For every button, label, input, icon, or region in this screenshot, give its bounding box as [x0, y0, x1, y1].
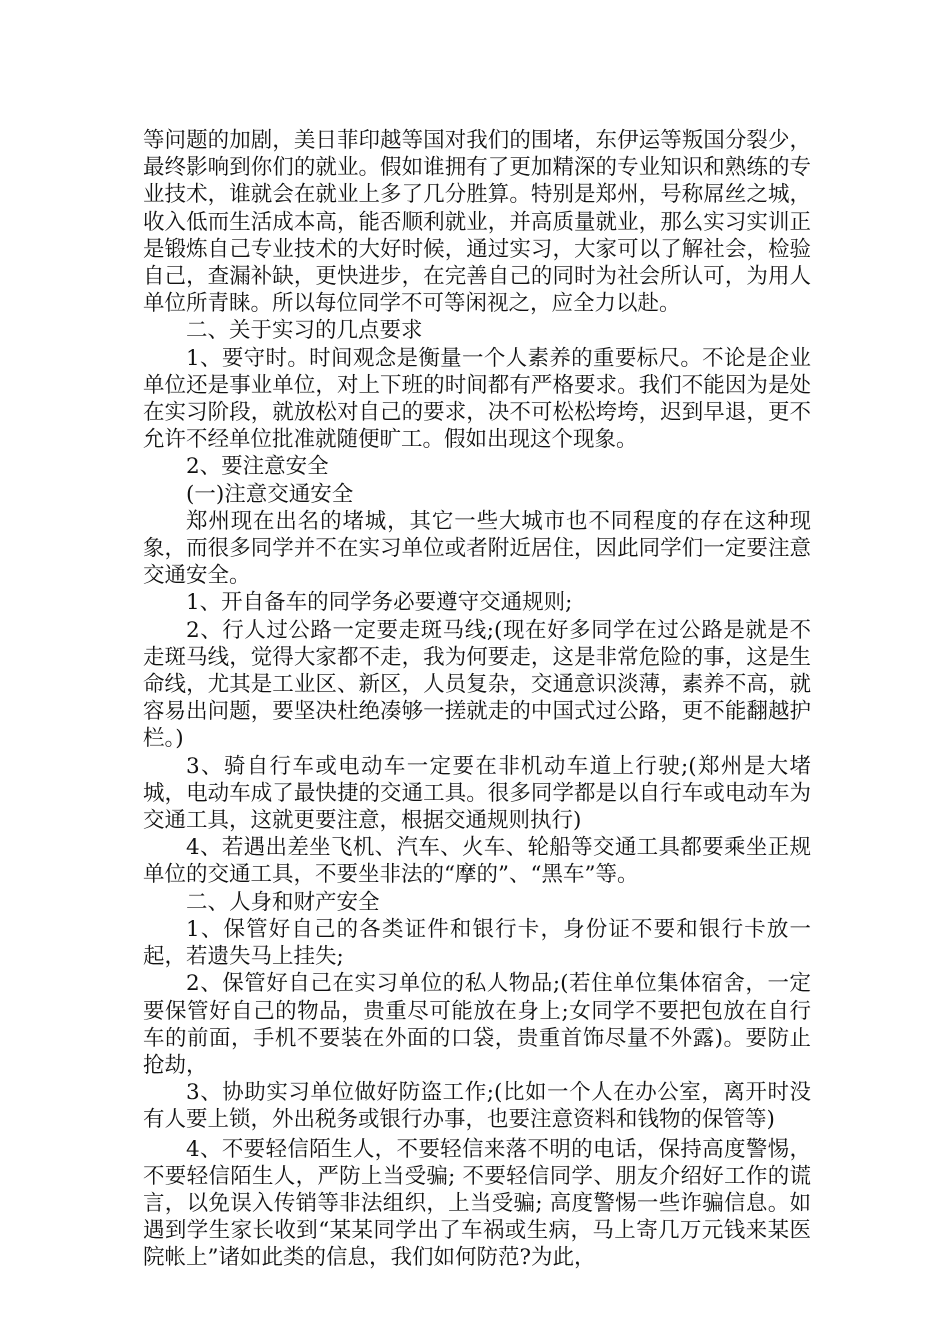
paragraph-traffic-intro: 郑州现在出名的堵城，其它一些大城市也不同程度的存在这种现象，而很多同学并不在实习单位或者附近居住，因此同学们一定要注意交通安全。	[143, 508, 811, 589]
paragraph-punctuality: 1、要守时。时间观念是衡量一个人素养的重要标尺。不论是企业单位还是事业单位，对上下班的时间都有严格要求。我们不能因为是处在实习阶段，就放松对自己的要求，决不可松松垮垮，迟到早退，更不允许不经单位批准就随便旷工。假如出现这个现象。	[143, 345, 811, 453]
heading-internship-requirements: 二、关于实习的几点要求	[186, 318, 423, 344]
paragraph-property-rule-2: 2、保管好自己在实习单位的私人物品;(若住单位集体宿舍，一定要保管好自己的物品，贵重尽可能放在身上;女同学不要把包放在自行车的前面，手机不要装在外面的口袋，贵重首饰尽量不外露)。要防止抢劫，	[143, 971, 811, 1078]
paragraph-property-rule-3: 3、协助实习单位做好防盗工作;(比如一个人在办公室，离开时没有人要上锁，外出税务或银行办事，也要注意资料和钱物的保管等)	[143, 1080, 811, 1133]
heading-personal-property-safety: 二、人身和财产安全	[186, 889, 380, 915]
paragraph-traffic-rule-1: 1、开自备车的同学务必要遵守交通规则;	[186, 590, 573, 616]
heading-safety: 2、要注意安全	[186, 454, 329, 480]
paragraph-traffic-rule-2: 2、行人过公路一定要走斑马线;(现在好多同学在过公路是就是不走斑马线，觉得大家都不走，我为何要走，这是非常危险的事，这是生命线，尤其是工业区、新区，人员复杂，交通意识淡薄，素养不高，就容易出问题，要坚决杜绝凑够一搓就走的中国式过公路，更不能翻越护栏。)	[143, 617, 811, 752]
paragraph-property-rule-1: 1、保管好自己的各类证件和银行卡，身份证不要和银行卡放一起，若遗失马上挂失;	[143, 916, 811, 970]
paragraph-intro: 等问题的加剧，美日菲印越等国对我们的围堵，东伊运等叛国分裂少，最终影响到你们的就业。假如谁拥有了更加精深的专业知识和熟练的专业技术，谁就会在就业上多了几分胜算。特别是郑州，号称屌丝之城，收入低而生活成本高，能否顺利就业，并高质量就业，那么实习实训正是锻炼自己专业技术的大好时候，通过实习，大家可以了解社会，检验自己，查漏补缺，更快进步，在完善自己的同时为社会所认可，为用人单位所青睐。所以每位同学不可等闲视之，应全力以赴。	[143, 128, 811, 317]
paragraph-traffic-rule-4: 4、若遇出差坐飞机、汽车、火车、轮船等交通工具都要乘坐正规单位的交通工具，不要坐非法的“摩的”、“黑车”等。	[143, 835, 811, 888]
document-body	[143, 127, 811, 1272]
paragraph-property-rule-4: 4、不要轻信陌生人，不要轻信来落不明的电话，保持高度警惕，不要轻信陌生人，严防上当受骗; 不要轻信同学、朋友介绍好工作的谎言，以免误入传销等非法组织，上当受骗; 高度警惕一些诈骗信息。如遇到学生家长收到“某某同学出了车祸或生病，马上寄几万元钱来某医院帐上”诸如此类的信息，我们如何防范?为此，	[143, 1136, 811, 1271]
paragraph-traffic-rule-3: 3、骑自行车或电动车一定要在非机动车道上行驶;(郑州是大堵城，电动车成了最快捷的交通工具。很多同学都是以自行车或电动车为交通工具，这就更要注意，根据交通规则执行)	[143, 753, 811, 834]
heading-traffic-safety: (一)注意交通安全	[186, 481, 354, 507]
